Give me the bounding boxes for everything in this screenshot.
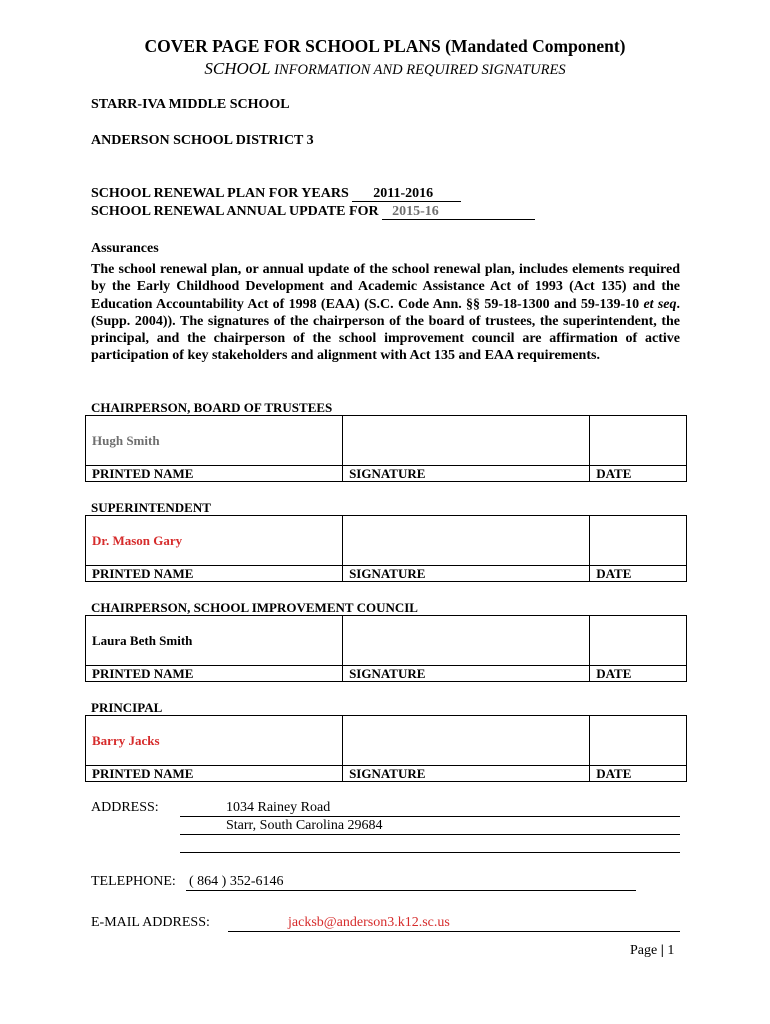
- annual-update-label: SCHOOL RENEWAL ANNUAL UPDATE FOR: [91, 204, 379, 219]
- email-rule: [228, 931, 680, 932]
- signature-table-board-chair: [85, 415, 687, 482]
- signature-label: SIGNATURE: [343, 466, 590, 482]
- page-subtitle: [0, 59, 770, 79]
- address-label: ADDRESS:: [91, 800, 159, 815]
- renewal-years-field[interactable]: 2011-2016: [352, 186, 461, 202]
- printed-name-field[interactable]: Hugh Smith: [86, 416, 343, 466]
- subtitle-first-word: SCHOOL: [204, 59, 271, 78]
- page-title: COVER PAGE FOR SCHOOL PLANS (Mandated Component): [144, 36, 626, 56]
- printed-name-field[interactable]: Barry Jacks: [86, 716, 343, 766]
- printed-name-label: PRINTED NAME: [86, 766, 343, 782]
- telephone-rule: [186, 890, 636, 891]
- subtitle-rest: INFORMATION AND REQUIRED SIGNATURES: [270, 62, 566, 78]
- printed-name-label: PRINTED NAME: [86, 566, 343, 582]
- telephone-label: TELEPHONE:: [91, 874, 176, 889]
- school-name: STARR-IVA MIDDLE SCHOOL: [91, 97, 290, 112]
- page-number: Page | 1: [630, 943, 675, 958]
- signature-label: SIGNATURE: [343, 666, 590, 682]
- address-line-2[interactable]: Starr, South Carolina 29684: [226, 818, 383, 833]
- address-rule-3: [180, 852, 680, 853]
- telephone-field[interactable]: ( 864 ) 352-6146: [189, 874, 284, 889]
- printed-name-label: PRINTED NAME: [86, 466, 343, 482]
- role-label-principal: PRINCIPAL: [91, 700, 163, 715]
- date-field[interactable]: [590, 516, 687, 566]
- email-field[interactable]: jacksb@anderson3.k12.sc.us: [288, 915, 450, 930]
- address-rule-2: [180, 834, 680, 835]
- role-label-board-chair: CHAIRPERSON, BOARD OF TRUSTEES: [91, 400, 333, 415]
- printed-name-label: PRINTED NAME: [86, 666, 343, 682]
- renewal-plan-line: [91, 186, 461, 202]
- date-label: DATE: [590, 666, 687, 682]
- signature-field[interactable]: [343, 516, 590, 566]
- signature-label: SIGNATURE: [343, 766, 590, 782]
- date-field[interactable]: [590, 616, 687, 666]
- role-label-council-chair: CHAIRPERSON, SCHOOL IMPROVEMENT COUNCIL: [91, 600, 418, 615]
- date-label: DATE: [590, 566, 687, 582]
- role-label-superintendent: SUPERINTENDENT: [91, 500, 211, 515]
- date-label: DATE: [590, 766, 687, 782]
- signature-table-council-chair: [85, 615, 687, 682]
- assurances-text: The school renewal plan, or annual update of the school renewal plan, includes elements required by the Early Childhood Development and Academic Assistance Act of 1993 (Act 135) and the Education Accountability Act of 1998 (EAA) (S.C. Code Ann. §§ 59-18-1300 and 59-139-10 et seq. (Supp. 2004)). The signatures of the chairperson of the board of trustees, the superintendent, the principal, and the chairperson of the school improvement council are affirmation of active participation of key stakeholders and alignment with Act 135 and EAA requirements.: [91, 262, 681, 364]
- email-label: E-MAIL ADDRESS:: [91, 915, 210, 930]
- signature-table-superintendent: [85, 515, 687, 582]
- update-year-field[interactable]: 2015-16: [382, 204, 535, 220]
- district-name: ANDERSON SCHOOL DISTRICT 3: [91, 133, 314, 148]
- date-field[interactable]: [590, 416, 687, 466]
- date-label: DATE: [590, 466, 687, 482]
- printed-name-field[interactable]: Dr. Mason Gary: [86, 516, 343, 566]
- printed-name-field[interactable]: Laura Beth Smith: [86, 616, 343, 666]
- signature-field[interactable]: [343, 716, 590, 766]
- address-line-1[interactable]: 1034 Rainey Road: [226, 800, 331, 815]
- address-rule-1: [180, 816, 680, 817]
- assurances-heading: Assurances: [91, 241, 159, 256]
- renewal-plan-label: SCHOOL RENEWAL PLAN FOR YEARS: [91, 186, 349, 201]
- date-field[interactable]: [590, 716, 687, 766]
- signature-table-principal: [85, 715, 687, 782]
- signature-label: SIGNATURE: [343, 566, 590, 582]
- signature-field[interactable]: [343, 416, 590, 466]
- annual-update-line: [91, 204, 535, 220]
- signature-field[interactable]: [343, 616, 590, 666]
